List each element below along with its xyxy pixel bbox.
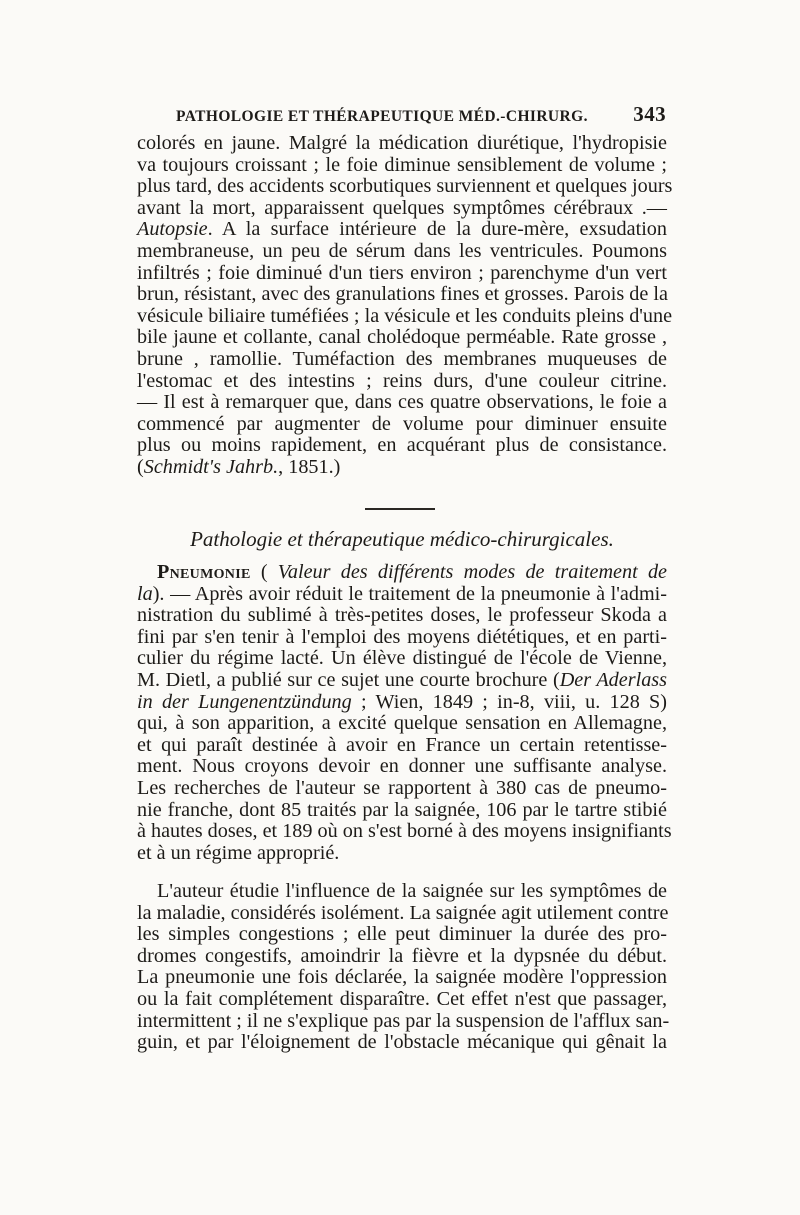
text-line: colorés en jaune. Malgré la médication diurétique, l'hydropisie xyxy=(137,132,667,154)
text-line: L'auteur étudie l'influence de la saignée sur les symptômes de xyxy=(157,880,667,902)
text-line: Les recherches de l'auteur se rapportent à 380 cas de pneumo- xyxy=(137,776,667,799)
text-line: ment. Nous croyons devoir en donner une suffisante analyse. xyxy=(137,755,667,778)
text-line: plus ou moins rapidement, en acquérant plus de consistance. xyxy=(137,434,667,457)
text-line: l'estomac et des intestins ; reins durs, d'une couleur citrine. xyxy=(137,369,667,392)
text-line: membraneuse, un peu de sérum dans les ventricules. Poumons xyxy=(137,239,667,262)
paragraph-pneumonie xyxy=(137,561,672,864)
text-line: les simples congestions ; elle peut diminuer la durée des pro- xyxy=(137,923,667,946)
running-head xyxy=(176,102,666,127)
text-line: M. Dietl, a publié sur ce sujet une courte brochure (Der Aderlass xyxy=(137,668,667,691)
text-line: culier du régime lacté. Un élève distingué de l'école de Vienne, xyxy=(137,647,667,670)
text-line: nie franche, dont 85 traités par la saignée, 106 par le tartre stibié xyxy=(137,798,667,821)
text-line: brun, résistant, avec des granulations fines et grosses. Parois de la xyxy=(137,283,668,306)
text-line: — Il est à remarquer que, dans ces quatre observations, le foie a xyxy=(137,391,667,414)
text-line: et à un régime approprié. xyxy=(137,841,340,864)
text-line: la maladie, considérés isolément. La saignée agit utilement contre xyxy=(137,901,669,924)
text-line: à hautes doses, et 189 où on s'est borné à des moyens insignifiants xyxy=(137,820,672,843)
text-line: intermittent ; il ne s'explique pas par la suspension de l'afflux san- xyxy=(137,1009,670,1032)
text-line: Pneumonie ( Valeur des différents modes de traitement de xyxy=(157,561,667,583)
text-line: fini par s'en tenir à l'emploi des moyens diététiques, et en parti- xyxy=(137,625,667,648)
text-line: infiltrés ; foie diminué d'un tiers environ ; parenchyme d'un vert xyxy=(137,261,667,284)
citation-line: (Schmidt's Jahrb., 1851.) xyxy=(137,455,341,478)
text-line: va toujours croissant ; le foie diminue sensiblement de volume ; xyxy=(137,153,667,176)
text-line: et qui paraît destinée à avoir en France un certain retentisse- xyxy=(137,733,667,756)
text-line: Autopsie. A la surface intérieure de la dure-mère, exsudation xyxy=(137,218,667,241)
text-line: La pneumonie une fois déclarée, la saignée modère l'oppression xyxy=(137,966,667,989)
text-line: guin, et par l'éloignement de l'obstacle mécanique qui gênait la xyxy=(137,1031,667,1054)
text-line: commencé par augmenter de volume pour diminuer ensuite xyxy=(137,412,667,435)
section-title: Pathologie et thérapeutique médico-chirurgicales. xyxy=(190,527,614,551)
text-line: bile jaune et collante, canal cholédoque perméable. Rate grosse , xyxy=(137,326,667,349)
text-line: in der Lungenentzündung ; Wien, 1849 ; in-8, viii, u. 128 S) xyxy=(137,690,667,713)
text-line: plus tard, des accidents scorbutiques surviennent et quelques jours xyxy=(137,175,673,198)
page-number: 343 xyxy=(633,102,666,126)
text-line: avant la mort, apparaissent quelques symptômes cérébraux .— xyxy=(137,196,667,219)
text-line: la). — Après avoir réduit le traitement de la pneumonie à l'admi- xyxy=(137,582,667,605)
text-line: nistration du sublimé à très-petites doses, le professeur Skoda a xyxy=(137,604,667,627)
running-title: PATHOLOGIE ET THÉRAPEUTIQUE MÉD.-CHIRURG. xyxy=(176,108,588,125)
section-divider xyxy=(365,508,435,510)
text-line: brune , ramollie. Tuméfaction des membranes muqueuses de xyxy=(137,347,667,370)
paragraph-autopsie xyxy=(137,132,673,479)
text-line: ou la fait complétement disparaître. Cet effet n'est que passager, xyxy=(137,987,667,1010)
text-line: dromes congestifs, amoindrir la fièvre et la dypsnée du début. xyxy=(137,944,667,967)
text-line: vésicule biliaire tuméfiées ; la vésicule et les conduits pleins d'une xyxy=(137,304,673,327)
text-line: qui, à son apparition, a excité quelque sensation en Allemagne, xyxy=(137,712,667,735)
paragraph-saignee xyxy=(137,880,670,1054)
